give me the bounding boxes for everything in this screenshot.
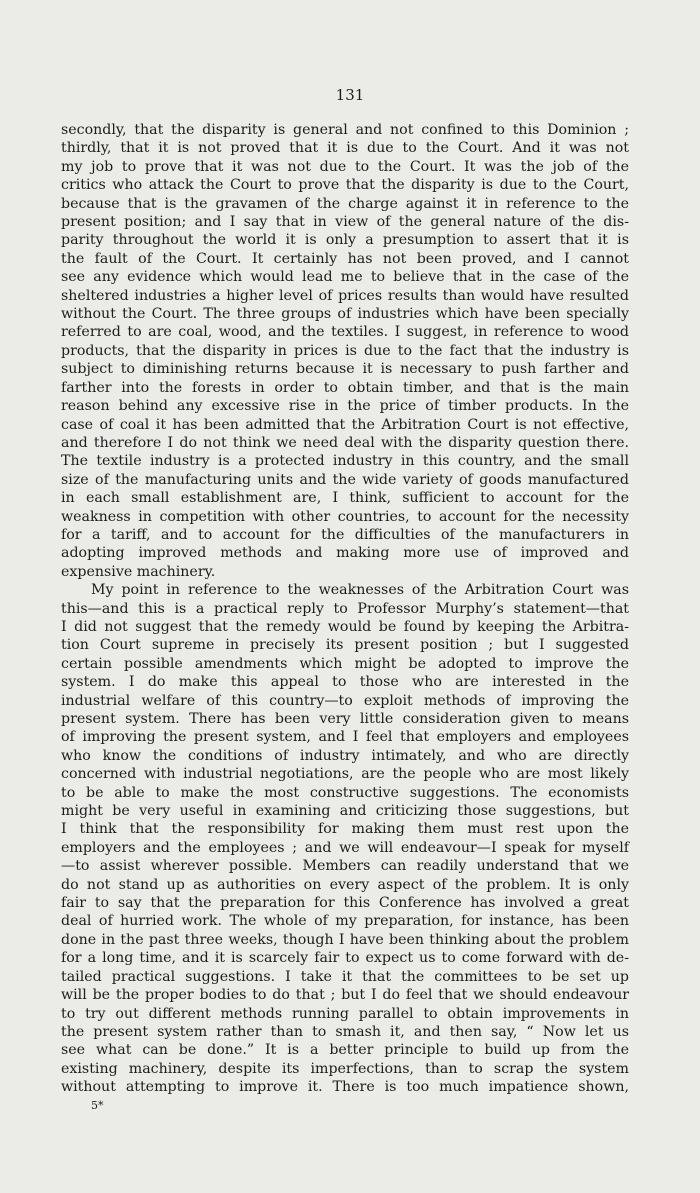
text-line: in each small establishment are, I think, sufficient to account for the xyxy=(61,490,629,507)
text-line: this—and this is a practical reply to Professor Murphy’s statement—that xyxy=(61,600,629,617)
text-line: certain possible amendments which might be adopted to improve the xyxy=(61,655,629,672)
text-line: employers and the employees ; and we will endeavour—I speak for myself xyxy=(61,839,629,856)
text-line: I did not suggest that the remedy would be found by keeping the Arbitra- xyxy=(61,618,629,635)
text-line: present position; and I say that in view of the general nature of the dis- xyxy=(61,214,629,231)
text-line: products, that the disparity in prices is due to the fact that the industry is xyxy=(61,342,629,359)
text-line: size of the manufacturing units and the wide variety of goods manufactured xyxy=(61,471,629,488)
text-line: because that is the gravamen of the charge against it in reference to the xyxy=(61,195,629,212)
text-line: tailed practical suggestions. I take it that the committees to be set up xyxy=(61,968,629,985)
text-line: existing machinery, despite its imperfections, than to scrap the system xyxy=(61,1060,629,1077)
text-line: to be able to make the most constructive suggestions. The economists xyxy=(61,784,629,801)
text-line: deal of hurried work. The whole of my preparation, for instance, has been xyxy=(61,913,629,930)
text-line: weakness in competition with other countries, to account for the necessity xyxy=(61,508,629,525)
text-line: to try out different methods running parallel to obtain improvements in xyxy=(61,1005,629,1022)
text-line: tion Court supreme in precisely its present position ; but I suggested xyxy=(61,637,629,654)
text-line: and therefore I do not think we need deal with the disparity question there. xyxy=(61,434,629,451)
text-line: without the Court. The three groups of industries which have been specially xyxy=(61,306,629,323)
text-line: I think that the responsibility for making them must rest upon the xyxy=(61,821,629,838)
signature-mark: 5* xyxy=(91,1099,104,1112)
text-line: thirdly, that it is not proved that it is due to the Court. And it was not xyxy=(61,140,629,157)
text-line: the present system rather than to smash it, and then say, “ Now let us xyxy=(61,1023,629,1040)
text-line: present system. There has been very little consideration given to means xyxy=(61,711,629,727)
text-line: for a long time, and it is scarcely fair to expect us to come forward with de- xyxy=(61,950,629,967)
text-line: My point in reference to the weaknesses of the Arbitration Court was xyxy=(91,582,629,599)
text-line: for a tariff, and to account for the difficulties of the manufacturers in xyxy=(61,526,629,543)
text-line: concerned with industrial negotiations, are the people who are most likely xyxy=(61,766,629,783)
text-line: adopting improved methods and making more use of improved and xyxy=(61,545,629,562)
text-line: fair to say that the preparation for this Conference has involved a great xyxy=(61,895,629,912)
text-line: parity throughout the world it is only a presumption to assert that it is xyxy=(61,232,629,249)
text-line: The textile industry is a protected industry in this country, and the small xyxy=(61,453,629,470)
text-line: secondly, that the disparity is general and not confined to this Dominion ; xyxy=(61,122,629,138)
text-line: reason behind any excessive rise in the price of timber products. In the xyxy=(61,398,629,415)
text-line: done in the past three weeks, though I have been thinking about the problem xyxy=(61,931,629,948)
text-line: might be very useful in examining and criticizing those suggestions, but xyxy=(61,803,629,820)
text-line: sheltered industries a higher level of prices results than would have resulted xyxy=(61,287,629,304)
text-line: will be the proper bodies to do that ; but I do feel that we should endeavour xyxy=(61,987,629,1004)
paragraph xyxy=(61,121,629,581)
text-line: —to assist wherever possible. Members can readily understand that we xyxy=(61,858,629,875)
text-line: do not stand up as authorities on every aspect of the problem. It is only xyxy=(61,876,629,893)
page-number: 131 xyxy=(335,86,365,104)
text-line: referred to are coal, wood, and the textiles. I suggest, in reference to wood xyxy=(61,324,629,341)
text-line: case of coal it has been admitted that the Arbitration Court is not effective, xyxy=(61,416,629,433)
text-line: who know the conditions of industry intimately, and who are directly xyxy=(61,747,629,764)
text-line: industrial welfare of this country—to exploit methods of improving the xyxy=(61,692,629,709)
text-line: my job to prove that it was not due to the Court. It was the job of the xyxy=(61,158,629,175)
text-line: see what can be done.” It is a better principle to build up from the xyxy=(61,1042,629,1059)
text-line: critics who attack the Court to prove that the disparity is due to the Court, xyxy=(61,177,629,194)
text-line: expensive machinery. xyxy=(61,563,216,580)
text-line: without attempting to improve it. There is too much impatience shown, xyxy=(61,1079,629,1096)
text-line: of improving the present system, and I feel that employers and employees xyxy=(61,729,629,746)
text-line: subject to diminishing returns because it is necessary to push farther and xyxy=(61,361,629,378)
text-line: system. I do make this appeal to those who are interested in the xyxy=(61,674,629,691)
paragraph xyxy=(61,581,629,1096)
body-text xyxy=(61,121,629,1097)
text-line: see any evidence which would lead me to believe that in the case of the xyxy=(61,269,629,286)
text-line: the fault of the Court. It certainly has not been proved, and I cannot xyxy=(61,250,629,267)
text-line: farther into the forests in order to obtain timber, and that is the main xyxy=(61,379,629,396)
